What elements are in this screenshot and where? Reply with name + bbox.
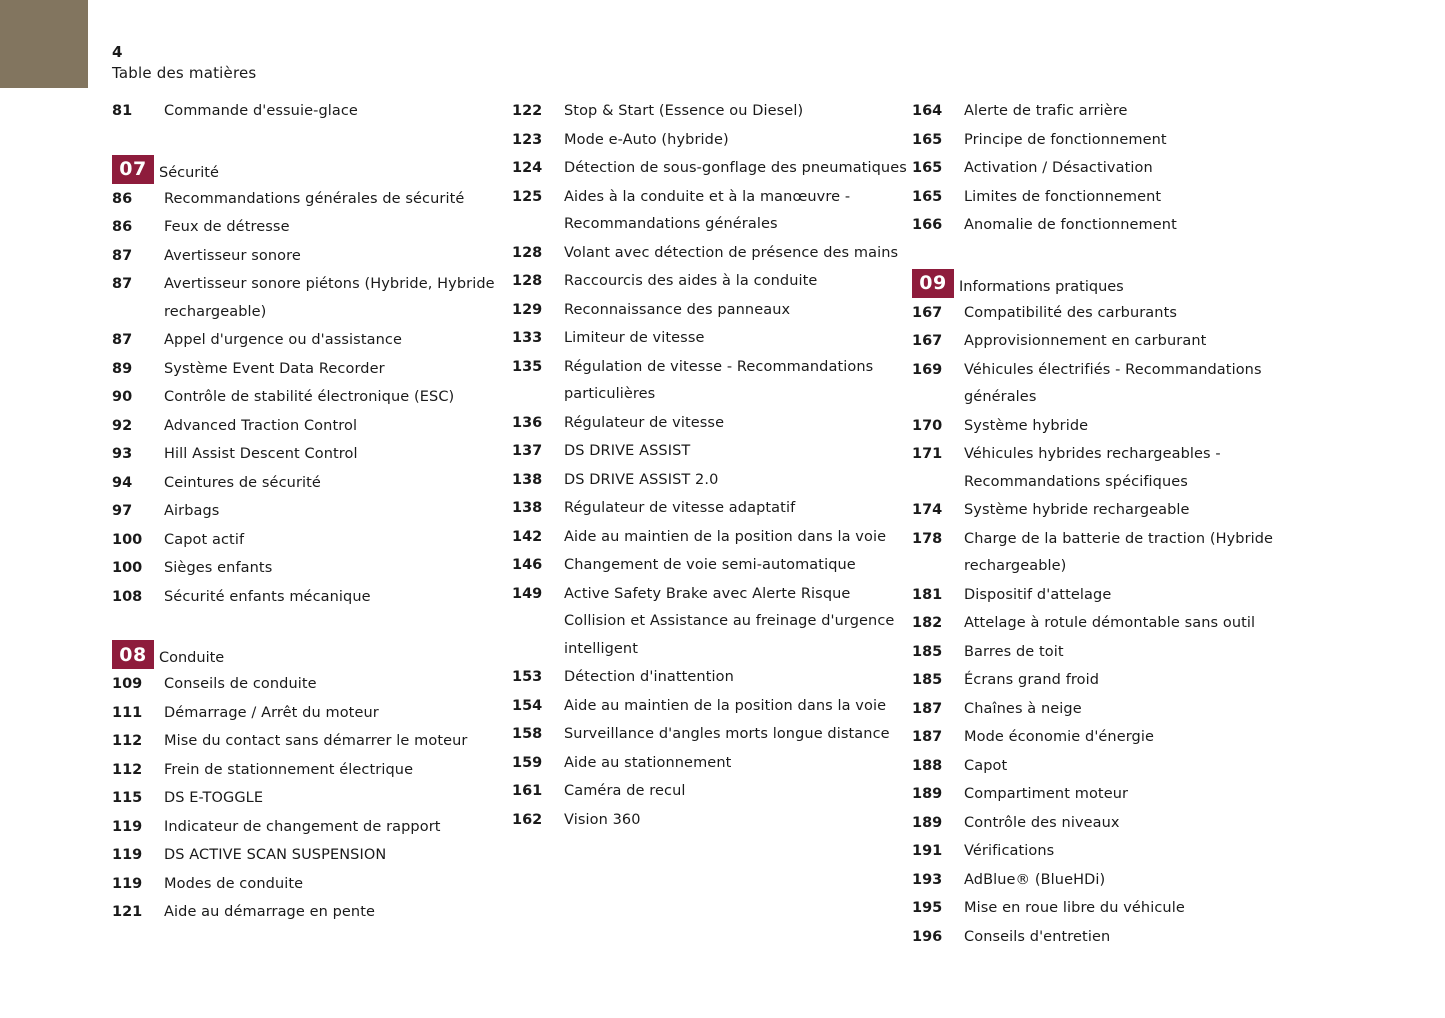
- toc-entry-page: 182: [912, 615, 943, 631]
- toc-entry-label: AdBlue® (BlueHDi): [964, 871, 1106, 888]
- toc-entry-page: 81: [112, 103, 133, 119]
- toc-entry-label: DS DRIVE ASSIST 2.0: [564, 471, 719, 488]
- toc-entry-label: Frein de stationnement électrique: [164, 761, 414, 778]
- toc-entry-page: 89: [112, 360, 133, 377]
- toc-entry[interactable]: [912, 184, 1332, 212]
- toc-entry-page: 92: [112, 417, 133, 434]
- toc-entry-page: 158: [512, 726, 543, 742]
- toc-entry-label: Compatibilité des carburants: [964, 304, 1178, 321]
- chapter-heading: [912, 269, 1332, 298]
- toc-entry-label: Détection de sous-gonflage des pneumatiques: [564, 160, 907, 176]
- toc-entry-page: 196: [912, 928, 943, 945]
- toc-entry[interactable]: [512, 750, 912, 778]
- toc-entry[interactable]: [112, 527, 512, 555]
- toc-entry-page: 170: [912, 417, 943, 434]
- toc-entry-label: Mise du contact sans démarrer le moteur: [164, 733, 468, 749]
- toc-entry-page: 191: [912, 843, 943, 859]
- toc-entry[interactable]: [512, 297, 912, 325]
- toc-entry-page: 185: [912, 643, 943, 660]
- toc-entry-label: Aide au stationnement: [564, 754, 732, 771]
- page-number: 4: [112, 43, 123, 61]
- toc-entry-label: Alerte de trafic arrière: [964, 103, 1128, 119]
- toc-entry-page: 121: [112, 904, 143, 920]
- toc-entry-label: Compartiment moteur: [964, 786, 1129, 802]
- toc-entry-label: Capot actif: [164, 531, 245, 548]
- toc-entry-label: Système hybride: [964, 417, 1089, 434]
- toc-entry-label: Raccourcis des aides à la conduite: [564, 273, 818, 289]
- toc-entry-page: 111: [112, 704, 143, 721]
- toc-entry-label: Active Safety Brake avec Alerte Risque Collision et Assistance au freinage d'urgence intelligent: [564, 585, 895, 657]
- toc-column-3: [912, 98, 1332, 952]
- toc-entry-label: Indicateur de changement de rapport: [164, 818, 441, 835]
- toc-entry[interactable]: [112, 757, 512, 785]
- toc-entry[interactable]: [912, 895, 1332, 923]
- toc-entry-page: 115: [112, 790, 143, 806]
- toc-entry-page: 189: [912, 786, 943, 802]
- toc-entry[interactable]: [912, 98, 1332, 126]
- toc-entry-page: 93: [112, 446, 133, 462]
- toc-entry[interactable]: [112, 785, 512, 813]
- toc-entry-label: Système hybride rechargeable: [964, 502, 1190, 518]
- toc-entry[interactable]: [512, 184, 912, 239]
- toc-entry[interactable]: [112, 498, 512, 526]
- toc-entry-label: Changement de voie semi-automatique: [564, 557, 856, 573]
- toc-column-2: [512, 98, 912, 952]
- toc-entry-label: Conseils de conduite: [164, 676, 317, 692]
- toc-entry-page: 86: [112, 219, 133, 235]
- toc-entry[interactable]: [512, 581, 912, 664]
- toc-columns: [112, 98, 1412, 952]
- toc-entry-page: 123: [512, 131, 543, 148]
- toc-entry-label: Commande d'essuie-glace: [164, 103, 358, 119]
- toc-column-1: [112, 98, 512, 952]
- toc-entry[interactable]: [912, 696, 1332, 724]
- toc-entry[interactable]: [912, 667, 1332, 695]
- toc-entry-label: Mode économie d'énergie: [964, 729, 1155, 745]
- toc-entry[interactable]: [912, 838, 1332, 866]
- toc-entry[interactable]: [912, 526, 1332, 581]
- toc-entry-label: Régulateur de vitesse adaptatif: [564, 500, 796, 516]
- toc-entry[interactable]: [112, 700, 512, 728]
- toc-entry[interactable]: [912, 497, 1332, 525]
- toc-entry-label: Limites de fonctionnement: [964, 188, 1162, 205]
- toc-entry[interactable]: [512, 438, 912, 466]
- toc-entry-page: 195: [912, 900, 943, 916]
- toc-entry[interactable]: [912, 300, 1332, 328]
- toc-entry[interactable]: [512, 98, 912, 126]
- toc-entry-label: Anomalie de fonctionnement: [964, 217, 1177, 233]
- toc-entry-label: Véhicules hybrides rechargeables - Recommandations spécifiques: [964, 446, 1221, 490]
- chapter-heading: [112, 155, 512, 184]
- toc-entry-page: 90: [112, 389, 133, 405]
- toc-entry-label: Contrôle des niveaux: [964, 814, 1120, 831]
- chapter-title: Informations pratiques: [959, 278, 1124, 295]
- toc-entry-label: Démarrage / Arrêt du moteur: [164, 704, 379, 721]
- page-header: [112, 42, 256, 84]
- toc-entry-label: Recommandations générales de sécurité: [164, 190, 465, 207]
- toc-entry[interactable]: [112, 584, 512, 612]
- toc-entry-page: 174: [912, 502, 943, 518]
- toc-entry[interactable]: [512, 807, 912, 835]
- toc-entry-label: Véhicules électrifiés - Recommandations générales: [964, 361, 1262, 405]
- toc-entry-page: 119: [112, 818, 143, 835]
- toc-entry-page: 165: [912, 131, 943, 148]
- toc-entry-page: 135: [512, 358, 543, 375]
- toc-entry-page: 94: [112, 474, 133, 491]
- chapter-heading: [112, 640, 512, 669]
- toc-entry-page: 169: [912, 361, 943, 378]
- toc-entry-page: 178: [912, 530, 943, 547]
- toc-entry[interactable]: [112, 214, 512, 242]
- toc-entry-label: Limiteur de vitesse: [564, 330, 705, 346]
- toc-entry-page: 119: [112, 875, 143, 892]
- toc-entry[interactable]: [912, 753, 1332, 781]
- toc-entry-page: 133: [512, 330, 543, 346]
- toc-entry[interactable]: [912, 610, 1332, 638]
- toc-entry[interactable]: [512, 268, 912, 296]
- toc-entry-page: 153: [512, 669, 543, 685]
- toc-entry[interactable]: [912, 212, 1332, 240]
- toc-entry-page: 166: [912, 217, 943, 233]
- toc-entry[interactable]: [112, 842, 512, 870]
- toc-entry-label: Vision 360: [564, 811, 641, 828]
- toc-entry-label: Volant avec détection de présence des mains: [564, 244, 899, 261]
- toc-entry[interactable]: [912, 155, 1332, 183]
- toc-entry-page: 125: [512, 188, 543, 205]
- toc-entry-page: 154: [512, 697, 543, 714]
- toc-entry[interactable]: [912, 810, 1332, 838]
- toc-entry-label: Détection d'inattention: [564, 669, 734, 685]
- toc-entry[interactable]: [512, 325, 912, 353]
- toc-entry[interactable]: [112, 470, 512, 498]
- toc-entry-label: Sécurité enfants mécanique: [164, 588, 371, 605]
- toc-entry-page: 159: [512, 754, 543, 771]
- toc-entry[interactable]: [512, 410, 912, 438]
- toc-entry[interactable]: [112, 555, 512, 583]
- toc-entry[interactable]: [112, 413, 512, 441]
- toc-entry-label: Régulateur de vitesse: [564, 414, 725, 431]
- toc-entry-page: 122: [512, 103, 543, 119]
- toc-entry-label: DS E-TOGGLE: [164, 790, 264, 806]
- toc-entry-label: Activation / Désactivation: [964, 160, 1153, 176]
- toc-entry[interactable]: [512, 495, 912, 523]
- toc-entry-page: 119: [112, 847, 143, 863]
- toc-entry[interactable]: [912, 781, 1332, 809]
- toc-entry-label: Vérifications: [964, 843, 1055, 859]
- chapter-title: Conduite: [159, 650, 225, 666]
- toc-entry[interactable]: [512, 467, 912, 495]
- toc-entry-page: 142: [512, 528, 543, 545]
- toc-entry-page: 87: [112, 247, 133, 264]
- toc-entry[interactable]: [112, 871, 512, 899]
- chapter-title: Sécurité: [159, 164, 219, 181]
- toc-entry-label: Système Event Data Recorder: [164, 360, 385, 377]
- toc-entry-label: Sièges enfants: [164, 560, 273, 576]
- toc-entry-label: Ceintures de sécurité: [164, 474, 321, 491]
- toc-entry-page: 161: [512, 783, 543, 799]
- toc-entry-label: Dispositif d'attelage: [964, 586, 1112, 603]
- toc-entry[interactable]: [112, 814, 512, 842]
- toc-entry-label: Airbags: [164, 503, 220, 519]
- toc-entry-label: Avertisseur sonore: [164, 247, 301, 264]
- toc-entry-page: 185: [912, 672, 943, 688]
- toc-entry[interactable]: [912, 441, 1332, 496]
- toc-entry-label: Principe de fonctionnement: [964, 131, 1167, 148]
- toc-entry-page: 97: [112, 503, 133, 519]
- toc-entry-page: 87: [112, 276, 133, 292]
- toc-entry[interactable]: [112, 441, 512, 469]
- toc-entry-page: 164: [912, 103, 943, 119]
- toc-entry[interactable]: [512, 354, 912, 409]
- toc-entry-label: Chaînes à neige: [964, 700, 1082, 717]
- toc-entry-label: Avertisseur sonore piétons (Hybride, Hybride rechargeable): [164, 276, 495, 320]
- toc-entry[interactable]: [112, 671, 512, 699]
- toc-entry-label: Surveillance d'angles morts longue distance: [564, 726, 890, 742]
- toc-entry-page: 167: [912, 304, 943, 321]
- toc-entry[interactable]: [512, 721, 912, 749]
- toc-entry[interactable]: [112, 728, 512, 756]
- toc-entry[interactable]: [912, 357, 1332, 412]
- toc-entry-label: Advanced Traction Control: [164, 417, 358, 434]
- toc-entry-label: Charge de la batterie de traction (Hybride rechargeable): [964, 530, 1274, 574]
- page-title: Table des matières: [112, 64, 257, 82]
- toc-entry-label: Stop & Start (Essence ou Diesel): [564, 103, 804, 119]
- toc-entry[interactable]: [112, 186, 512, 214]
- toc-entry[interactable]: [512, 778, 912, 806]
- toc-entry[interactable]: [912, 639, 1332, 667]
- chapter-number-badge: 08: [112, 640, 154, 669]
- toc-entry[interactable]: [912, 127, 1332, 155]
- toc-entry-label: Contrôle de stabilité électronique (ESC): [164, 389, 455, 405]
- toc-entry-label: Caméra de recul: [564, 783, 686, 799]
- toc-entry[interactable]: [512, 155, 912, 183]
- toc-entry-page: 137: [512, 443, 543, 459]
- toc-entry-label: Capot: [964, 757, 1008, 774]
- toc-entry-label: Aides à la conduite et à la manœuvre - Recommandations générales: [564, 188, 851, 232]
- toc-entry[interactable]: [512, 240, 912, 268]
- corner-color-block: [0, 0, 88, 88]
- toc-entry-page: 129: [512, 301, 543, 318]
- toc-entry[interactable]: [912, 328, 1332, 356]
- toc-entry-page: 136: [512, 414, 543, 431]
- toc-entry-label: Barres de toit: [964, 643, 1064, 660]
- toc-entry-page: 162: [512, 811, 543, 828]
- toc-entry-page: 124: [512, 160, 543, 176]
- toc-entry-page: 100: [112, 560, 143, 576]
- toc-entry[interactable]: [912, 413, 1332, 441]
- toc-entry-page: 193: [912, 871, 943, 888]
- toc-entry-label: Modes de conduite: [164, 875, 304, 892]
- toc-entry-page: 108: [112, 588, 143, 605]
- toc-entry-label: Aide au démarrage en pente: [164, 904, 376, 920]
- toc-entry[interactable]: [512, 693, 912, 721]
- toc-entry-page: 128: [512, 273, 543, 289]
- toc-entry-page: 146: [512, 557, 543, 573]
- toc-entry[interactable]: [912, 924, 1332, 952]
- toc-entry-page: 149: [512, 585, 543, 602]
- toc-entry-label: Conseils d'entretien: [964, 928, 1111, 945]
- toc-entry-label: Aide au maintien de la position dans la voie: [564, 697, 887, 714]
- toc-entry[interactable]: [112, 327, 512, 355]
- toc-entry-label: Reconnaissance des panneaux: [564, 301, 791, 318]
- toc-entry[interactable]: [912, 867, 1332, 895]
- toc-entry[interactable]: [512, 524, 912, 552]
- toc-entry-label: DS ACTIVE SCAN SUSPENSION: [164, 847, 387, 863]
- toc-entry[interactable]: [112, 356, 512, 384]
- toc-entry[interactable]: [512, 127, 912, 155]
- toc-entry[interactable]: [512, 664, 912, 692]
- toc-entry-page: 112: [112, 733, 143, 749]
- chapter-number-badge: 07: [112, 155, 154, 184]
- toc-entry[interactable]: [112, 243, 512, 271]
- toc-entry-label: Mode e-Auto (hybride): [564, 131, 729, 148]
- chapter-number-badge: 09: [912, 269, 954, 298]
- toc-entry-label: Appel d'urgence ou d'assistance: [164, 332, 402, 348]
- toc-entry[interactable]: [112, 899, 512, 927]
- toc-entry[interactable]: [912, 724, 1332, 752]
- toc-entry-page: 171: [912, 446, 943, 462]
- toc-entry-label: Feux de détresse: [164, 219, 290, 235]
- toc-entry-label: Régulation de vitesse - Recommandations particulières: [564, 358, 874, 402]
- toc-entry[interactable]: [512, 552, 912, 580]
- toc-entry-page: 181: [912, 586, 943, 603]
- toc-entry-label: Aide au maintien de la position dans la voie: [564, 528, 887, 545]
- toc-entry-label: Hill Assist Descent Control: [164, 446, 358, 462]
- toc-entry-page: 87: [112, 332, 133, 348]
- toc-entry-page: 138: [512, 500, 543, 516]
- toc-entry-page: 86: [112, 190, 133, 207]
- toc-entry-label: Écrans grand froid: [964, 672, 1100, 688]
- toc-entry[interactable]: [912, 582, 1332, 610]
- toc-entry-page: 167: [912, 333, 943, 349]
- toc-entry-label: Mise en roue libre du véhicule: [964, 900, 1185, 916]
- toc-entry-page: 189: [912, 814, 943, 831]
- toc-entry[interactable]: [112, 384, 512, 412]
- toc-entry-page: 128: [512, 244, 543, 261]
- toc-entry[interactable]: [112, 98, 512, 126]
- toc-entry-page: 138: [512, 471, 543, 488]
- toc-entry-page: 112: [112, 761, 143, 778]
- toc-entry-page: 165: [912, 160, 943, 176]
- toc-entry-label: Approvisionnement en carburant: [964, 333, 1207, 349]
- toc-entry-label: Attelage à rotule démontable sans outil: [964, 615, 1256, 631]
- toc-entry-page: 187: [912, 700, 943, 717]
- toc-entry-page: 100: [112, 531, 143, 548]
- toc-entry[interactable]: [112, 271, 512, 326]
- toc-entry-page: 109: [112, 676, 143, 692]
- toc-entry-page: 188: [912, 757, 943, 774]
- toc-entry-page: 187: [912, 729, 943, 745]
- toc-entry-page: 165: [912, 188, 943, 205]
- toc-entry-label: DS DRIVE ASSIST: [564, 443, 691, 459]
